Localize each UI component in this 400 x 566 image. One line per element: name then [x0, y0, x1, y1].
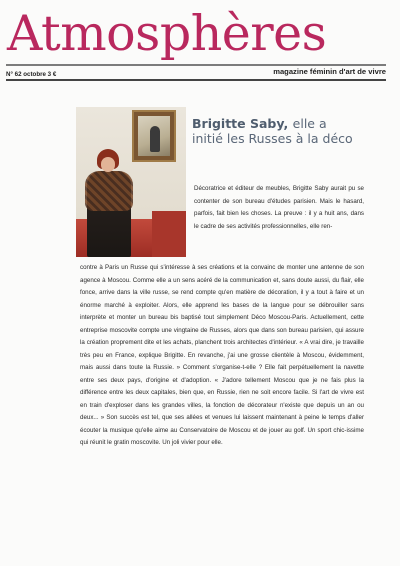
painting-canvas	[138, 116, 170, 156]
article-body-full-width: contre à Paris un Russe qui s'intéresse à ses créations et la convainc de monter une antenne de son agence à Moscou. Comme elle a un sens acéré de la communication et, sans doute aussi, du flair, elle fonce, arrive dans la ville russe, se rend compte qu'en matière de décoration, il y a tout à faire et un énorme marché à exploiter. Alors, elle apprend les bases de la langue pour se débrouiller sans interprète et monter un bureau bis baptisé tout simplement Déco Moscou-Paris. Actuellement, cette entreprise moscovite compte une vingtaine de Russes, alors que dans son bureau parisien, qui assure la création proprement dite et les achats, planchent trois architectes d'intérieur. « A vrai dire, je travaille très peu en France, explique Brigitte. En revanche, j'ai une grosse clientèle à Moscou, évidemment, mais aussi dans toute la Russie. » Comment s'organise-t-elle ? Elle fait perpétuellement la navette entre ses deux pays, d'origine et d'adoption. « J'adore tellement Moscou que je ne fais plus la différence entre les deux capitales, bien que, en Russie, rien ne soit encore facile. Si l'art de vivre est en train d'exploser dans les grandes villes, la fonction de décorateur n'existe que depuis un an ou deux... » Son succès est tel, que ses allées et venues lui laissent maintenant à peine le temps d'aller écouter la musique qu'elle aime au Conservatoire de Moscou et de jouer au golf. Un sport chic-issime qui réunit le gratin moscovite. Un joli vivier pour elle.	[80, 264, 364, 446]
person-shawl	[85, 171, 133, 211]
magazine-logo: Atmosphères	[7, 5, 327, 62]
magazine-tagline: magazine féminin d'art de vivre	[273, 67, 386, 76]
sofa-arm	[152, 211, 186, 257]
masthead-rule	[6, 64, 386, 66]
painting-frame	[132, 110, 176, 162]
headline-rest: elle a initié les Russes à la déco	[192, 116, 353, 146]
article-body-right-column: Décoratrice et éditeur de meubles, Brigitte Saby aurait pu se contenter de son bureau d'études parisien. Mais le hasard, parfois, fait bien les choses. La preuve : il y a huit ans, dans le cadre de ses activités professionnelles, elle ren-	[194, 185, 364, 230]
article-headline	[192, 117, 360, 146]
headline-name: Brigitte Saby,	[192, 116, 289, 131]
person-face	[101, 157, 115, 172]
masthead	[0, 6, 400, 68]
portrait-photo-icon	[76, 107, 186, 257]
painting-figure	[150, 126, 160, 152]
issue-number: N° 62 octobre 3 €	[6, 71, 57, 78]
top-rule	[6, 79, 386, 81]
